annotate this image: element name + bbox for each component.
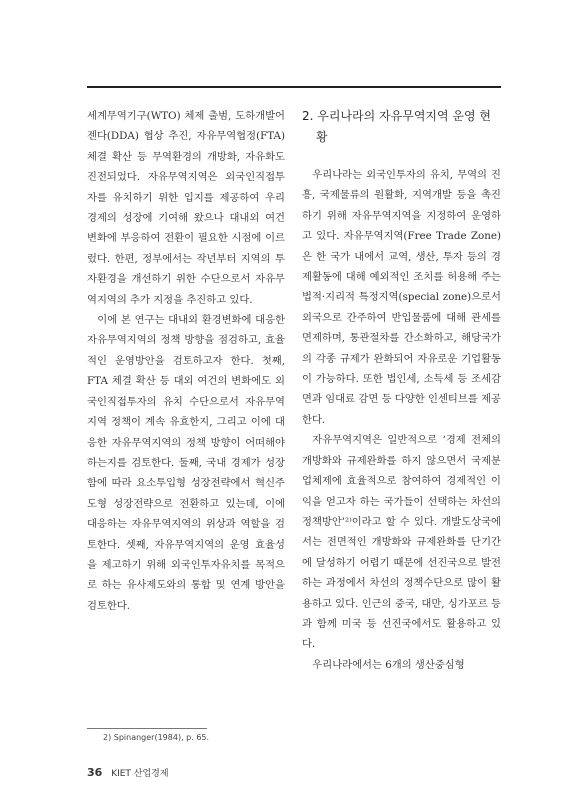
footnote: 2) Spinanger(1984), p. 65. xyxy=(103,733,210,742)
left-column xyxy=(87,106,285,616)
body-paragraph: 우리나라에서는 6개의 생산중심형 xyxy=(312,658,465,671)
publication-name: KIET 산업경제 xyxy=(111,769,169,779)
top-rule xyxy=(87,86,501,88)
right-column xyxy=(302,106,501,675)
page-footer xyxy=(87,766,169,779)
section-title: 2. 우리나라의 자유무역지역 운영 현황 xyxy=(302,109,491,144)
page-number: 36 xyxy=(87,766,103,779)
body-paragraph: 우리나라는 외국인투자의 유치, 무역의 진흥, 국제물류의 원활화, 지역개발 등을 촉진하기 위해 자유무역지역을 지정하여 운영하고 있다. 자유무역지역(Free Trade Zone)은 한 국가 내에서 교역, 생산, 투자 등의 경제활동에 대해 예외적인 조치를 허용해 주는 법적·지리적 특정지역(special zone)으로서 외국으로 간주하여 반입물품에 대해 관세를 면제하며, 통관절차를 간소화하고, 해당국가의 각종 규제가 완화되어 자유로운 기업활동이 가능하다. 또한 법인세, 소득세 등 조세감면과 임대료 감면 등 다양한 인센티브를 제공한다. xyxy=(302,169,501,426)
body-paragraph: 세계무역기구(WTO) 체제 출범, 도하개발어젠다(DDA) 협상 추진, 자유무역협정(FTA) 체결 확산 등 무역환경의 개방화, 자유화도 진전되었다. 자유무역지역은 외국인직접투자를 유치하기 위한 입지를 제공하여 우리 경제의 성장에 기여해 왔으나 대내외 여건 변화에 부응하여 전환이 필요한 시점에 이르렀다. 한편, 정부에서는 작년부터 지역의 투자환경을 개선하기 위한 수단으로서 자유무역지역의 추가 지정을 추진하고 있다. xyxy=(87,110,285,306)
body-paragraph: 이에 본 연구는 대내외 환경변화에 대응한 자유무역지역의 정책 방향을 점검하고, 효율적인 운영방안을 검토하고자 한다. 첫째, FTA 체결 확산 등 대외 여건의 변화에도 외국인직접투자의 유치 수단으로서 자유무역지역 정책이 계속 유효한지, 그리고 이에 대응한 자유무역지역의 정책 방향이 어떠해야 하는지를 검토한다. 둘째, 국내 경제가 성장함에 따라 요소투입형 성장전략에서 혁신주도형 성장전략으로 전환하고 있는데, 이에 대응하는 자유무역지역의 위상과 역할을 검토한다. 셋째, 자유무역지역의 운영 효율성을 제고하기 위해 외국인투자유치를 목적으로 하는 유사제도와의 통합 및 연계 방안을 검토한다. xyxy=(87,314,285,612)
footnote-rule xyxy=(87,728,207,729)
body-paragraph: 자유무역지역은 일반적으로 ‘경제 전체의 개방화와 규제완화를 하지 않으면서 국제분업체제에 효율적으로 참여하여 경제적인 이익을 얻고자 하는 국가들이 선택하는 차선의 정책방안’²⁾이라고 할 수 있다. 개발도상국에서는 전면적인 개방화와 규제완화를 단기간에 달성하기 어렵기 때문에 선진국으로 발전하는 과정에서 차선의 정책수단으로 많이 활용하고 있다. 인근의 중국, 대만, 싱가포르 등과 함께 미국 등 선진국에서도 활용하고 있다. xyxy=(302,434,501,651)
